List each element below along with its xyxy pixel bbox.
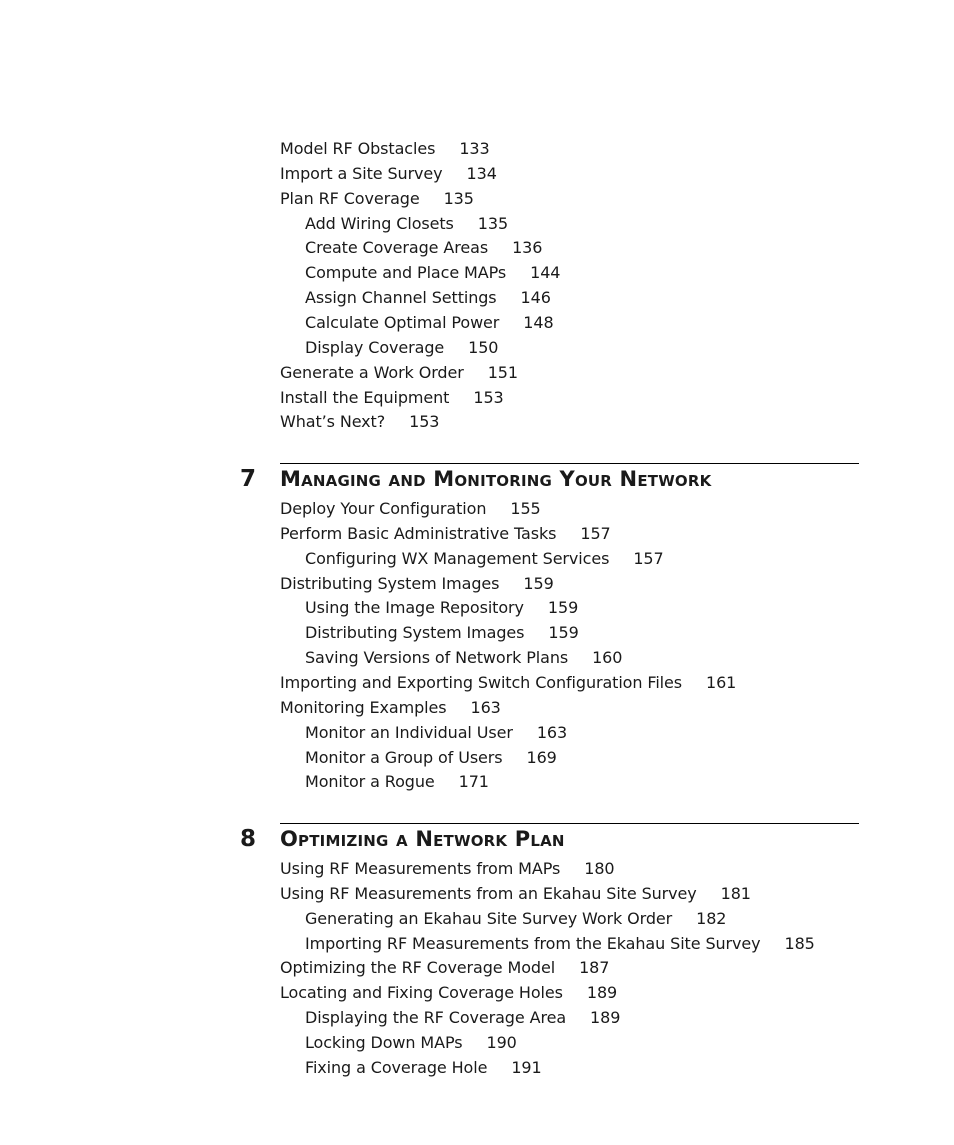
toc-entry-page: 189 — [586, 983, 618, 1002]
toc-entry-page: 171 — [458, 772, 489, 791]
toc-entry-title: Locating and Fixing Coverage Holes — [280, 983, 563, 1002]
toc-entry-page: 153 — [409, 412, 440, 431]
toc-entry[interactable] — [280, 137, 490, 161]
toc-entry-title: Monitor a Rogue — [305, 772, 435, 791]
toc-entry[interactable] — [280, 981, 617, 1005]
toc-entry-page: 160 — [592, 648, 623, 667]
toc-entry[interactable] — [305, 1056, 542, 1080]
chapter-8-rule — [280, 823, 859, 824]
toc-entry[interactable] — [305, 907, 726, 931]
toc-entry-title: Displaying the RF Coverage Area — [305, 1008, 567, 1027]
toc-entry-title: Deploy Your Configuration — [280, 499, 487, 518]
toc-entry-title: Fixing a Coverage Hole — [305, 1058, 488, 1077]
toc-entry-page: 135 — [477, 214, 509, 233]
toc-entry[interactable] — [280, 162, 497, 186]
toc-entry-page: 157 — [633, 549, 664, 568]
toc-entry[interactable] — [280, 361, 518, 385]
toc-entry-title: Assign Channel Settings — [305, 288, 497, 307]
toc-entry-title: Monitor an Individual User — [305, 723, 513, 742]
toc-entry-title: Add Wiring Closets — [305, 214, 454, 233]
toc-entry[interactable] — [280, 671, 736, 695]
toc-entry-page: 163 — [470, 698, 501, 717]
toc-entry[interactable] — [305, 770, 489, 794]
toc-entry-title: Plan RF Coverage — [280, 189, 420, 208]
toc-entry[interactable] — [280, 386, 504, 410]
toc-entry[interactable] — [305, 1031, 517, 1055]
toc-entry-page: 181 — [720, 884, 751, 903]
toc-entry-title: Perform Basic Administrative Tasks — [280, 524, 557, 543]
toc-entry-title: Importing and Exporting Switch Configuration Files — [280, 673, 683, 692]
toc-entry-page: 190 — [486, 1033, 517, 1052]
toc-entry-title: Locking Down MAPs — [305, 1033, 463, 1052]
toc-entry-title: Optimizing the RF Coverage Model — [280, 958, 556, 977]
toc-entry-title: Generate a Work Order — [280, 363, 464, 382]
toc-entry-title: Using RF Measurements from MAPs — [280, 859, 561, 878]
toc-entry-page: 191 — [511, 1058, 542, 1077]
toc-entry-title: Calculate Optimal Power — [305, 313, 500, 332]
toc-entry[interactable] — [305, 646, 622, 670]
toc-entry-page: 151 — [487, 363, 518, 382]
toc-entry-page: 144 — [530, 263, 561, 282]
toc-entry-page: 155 — [510, 499, 541, 518]
toc-entry-title: Compute and Place MAPs — [305, 263, 507, 282]
toc-entry-page: 189 — [590, 1008, 621, 1027]
toc-entry-page: 153 — [473, 388, 504, 407]
toc-entry-page: 134 — [466, 164, 497, 183]
toc-entry-page: 187 — [579, 958, 610, 977]
toc-entry[interactable] — [305, 311, 554, 335]
toc-entry[interactable] — [280, 696, 501, 720]
toc-entry[interactable] — [305, 212, 508, 236]
toc-entry-title: Importing RF Measurements from the Ekahau Site Survey — [305, 934, 761, 953]
toc-entry[interactable] — [305, 596, 578, 620]
toc-entry-page: 180 — [584, 859, 615, 878]
toc-entry[interactable] — [280, 857, 614, 881]
toc-entry[interactable] — [305, 261, 560, 285]
toc-entry-title: Distributing System Images — [280, 574, 500, 593]
toc-entry-page: 161 — [706, 673, 737, 692]
toc-entry[interactable] — [305, 932, 815, 956]
toc-entry[interactable] — [305, 336, 498, 360]
toc-entry-title: Saving Versions of Network Plans — [305, 648, 569, 667]
toc-entry-page: 169 — [526, 748, 557, 767]
chapter-8-number: 8 — [240, 826, 257, 852]
toc-entry[interactable] — [305, 746, 557, 770]
toc-entry-page: 159 — [548, 623, 579, 642]
toc-entry[interactable] — [305, 286, 551, 310]
toc-entry-title: Generating an Ekahau Site Survey Work Order — [305, 909, 673, 928]
toc-entry-page: 182 — [696, 909, 727, 928]
toc-entry-title: Monitor a Group of Users — [305, 748, 503, 767]
toc-entry-title: Create Coverage Areas — [305, 238, 489, 257]
chapter-7-rule — [280, 463, 859, 464]
toc-entry-page: 185 — [784, 934, 815, 953]
toc-entry-title: Model RF Obstacles — [280, 139, 436, 158]
toc-entry-page: 133 — [459, 139, 490, 158]
toc-entry[interactable] — [280, 497, 541, 521]
chapter-7-number: 7 — [240, 466, 257, 492]
toc-entry[interactable] — [305, 621, 579, 645]
toc-entry-page: 157 — [580, 524, 611, 543]
toc-entry-title: Monitoring Examples — [280, 698, 447, 717]
toc-entry[interactable] — [280, 572, 554, 596]
toc-entry-page: 159 — [523, 574, 554, 593]
toc-entry-title: Using RF Measurements from an Ekahau Site Survey — [280, 884, 697, 903]
toc-entry-title: Using the Image Repository — [305, 598, 524, 617]
toc-entry[interactable] — [305, 1006, 620, 1030]
toc-entry-page: 163 — [536, 723, 568, 742]
toc-entry-title: Configuring WX Management Services — [305, 549, 610, 568]
toc-entry[interactable] — [280, 956, 609, 980]
chapter-8-title: Optimizing a Network Plan — [280, 827, 565, 851]
toc-entry[interactable] — [280, 522, 611, 546]
toc-entry-page: 135 — [443, 189, 474, 208]
toc-entry-page: 150 — [468, 338, 499, 357]
toc-entry-title: Install the Equipment — [280, 388, 450, 407]
toc-entry[interactable] — [280, 410, 439, 434]
toc-entry-title: Distributing System Images — [305, 623, 525, 642]
toc-entry-page: 148 — [523, 313, 554, 332]
toc-entry[interactable] — [305, 721, 567, 745]
chapter-7-title: Managing and Monitoring Your Network — [280, 467, 712, 491]
toc-entry[interactable] — [305, 236, 542, 260]
toc-entry-title: What’s Next? — [280, 412, 386, 431]
toc-entry-title: Import a Site Survey — [280, 164, 443, 183]
toc-entry-page: 159 — [547, 598, 579, 617]
toc-entry[interactable] — [280, 882, 751, 906]
toc-entry[interactable] — [280, 187, 474, 211]
toc-entry-page: 146 — [520, 288, 551, 307]
toc-entry-page: 136 — [512, 238, 543, 257]
toc-entry-title: Display Coverage — [305, 338, 445, 357]
toc-entry[interactable] — [305, 547, 664, 571]
